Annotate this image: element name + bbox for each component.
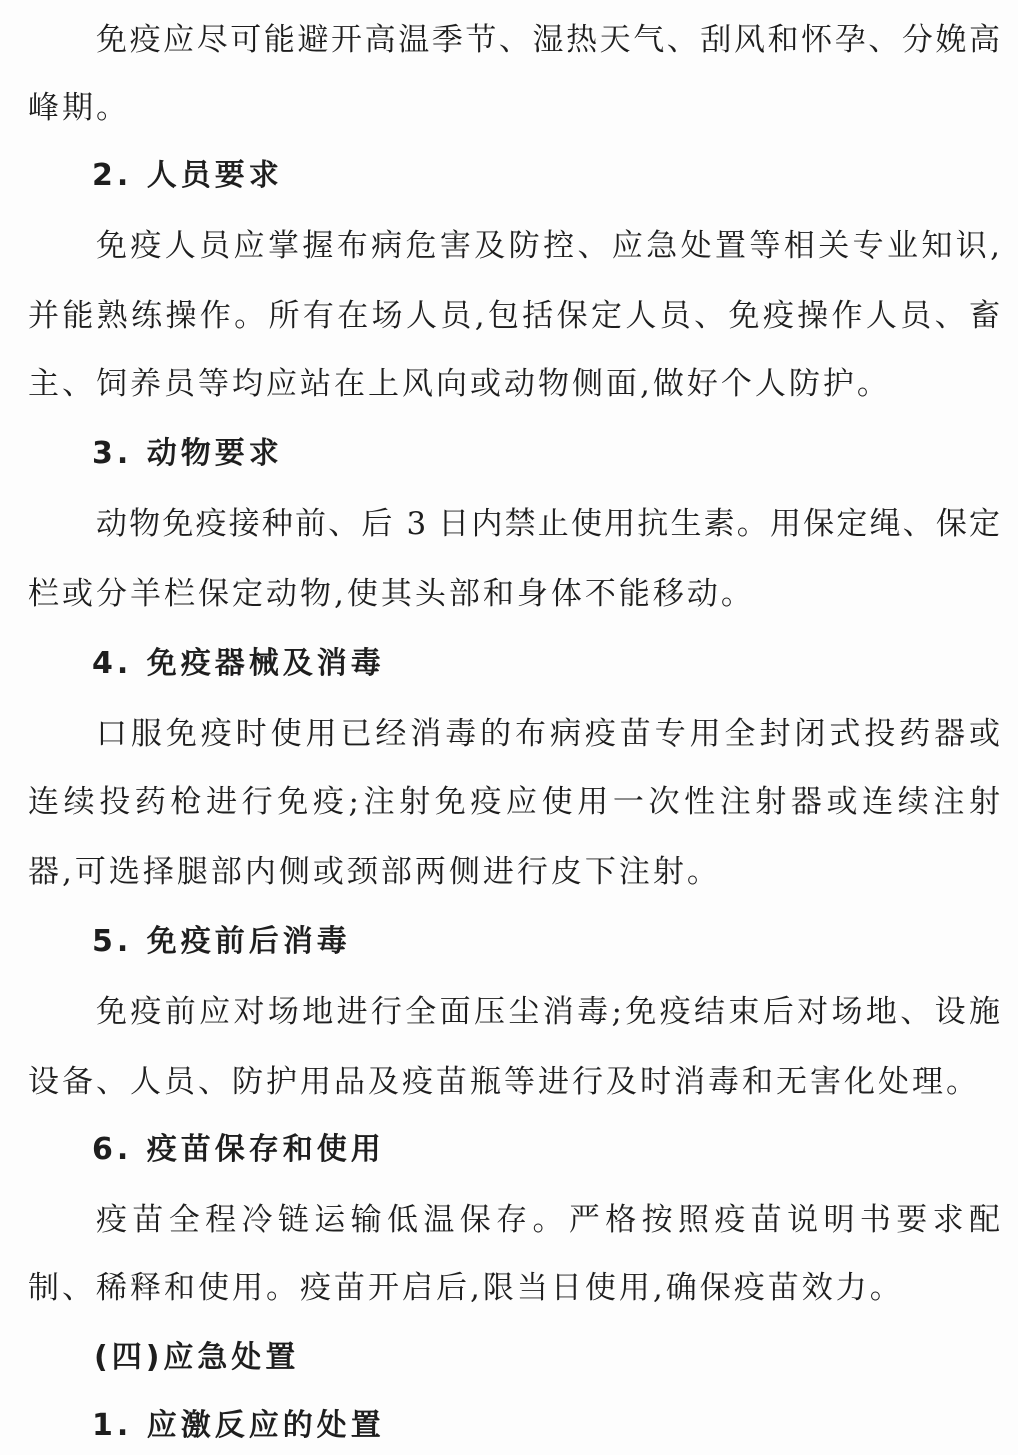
paragraph-line: 峰期。 bbox=[28, 90, 130, 126]
paragraph-line: 设备、人员、防护用品及疫苗瓶等进行及时消毒和无害化处理。 bbox=[28, 1064, 980, 1100]
paragraph-line: 栏或分羊栏保定动物,使其头部和身体不能移动。 bbox=[28, 576, 755, 612]
paragraph-line: 免疫前应对场地进行全面压尘消毒;免疫结束后对场地、设施 bbox=[96, 994, 1000, 1030]
paragraph-line: 并能熟练操作。所有在场人员,包括保定人员、免疫操作人员、畜 bbox=[28, 298, 1000, 334]
paragraph-line: 口服免疫时使用已经消毒的布病疫苗专用全封闭式投药器或 bbox=[96, 716, 1000, 752]
section-heading-animals: 3. 动物要求 bbox=[92, 436, 283, 471]
subsection-heading-stress-reaction: 1. 应激反应的处置 bbox=[92, 1408, 385, 1443]
section-heading-vaccine-storage: 6. 疫苗保存和使用 bbox=[92, 1132, 385, 1167]
paragraph-line: 制、稀释和使用。疫苗开启后,限当日使用,确保疫苗效力。 bbox=[28, 1270, 904, 1306]
paragraph-line: 主、饲养员等均应站在上风向或动物侧面,做好个人防护。 bbox=[28, 366, 891, 402]
section-heading-emergency: (四)应急处置 bbox=[94, 1340, 300, 1375]
paragraph-line: 免疫人员应掌握布病危害及防控、应急处置等相关专业知识, bbox=[96, 228, 1000, 264]
paragraph-line: 器,可选择腿部内侧或颈部两侧进行皮下注射。 bbox=[28, 854, 721, 890]
paragraph-line: 动物免疫接种前、后 3 日内禁止使用抗生素。用保定绳、保定 bbox=[96, 506, 1000, 542]
paragraph-line: 疫苗全程冷链运输低温保存。严格按照疫苗说明书要求配 bbox=[96, 1202, 1000, 1238]
section-heading-disinfection: 5. 免疫前后消毒 bbox=[92, 924, 351, 959]
section-heading-personnel: 2. 人员要求 bbox=[92, 158, 283, 193]
section-heading-equipment: 4. 免疫器械及消毒 bbox=[92, 646, 385, 681]
paragraph-line: 免疫应尽可能避开高温季节、湿热天气、刮风和怀孕、分娩高 bbox=[96, 22, 1000, 58]
paragraph-line: 连续投药枪进行免疫;注射免疫应使用一次性注射器或连续注射 bbox=[28, 784, 1000, 820]
